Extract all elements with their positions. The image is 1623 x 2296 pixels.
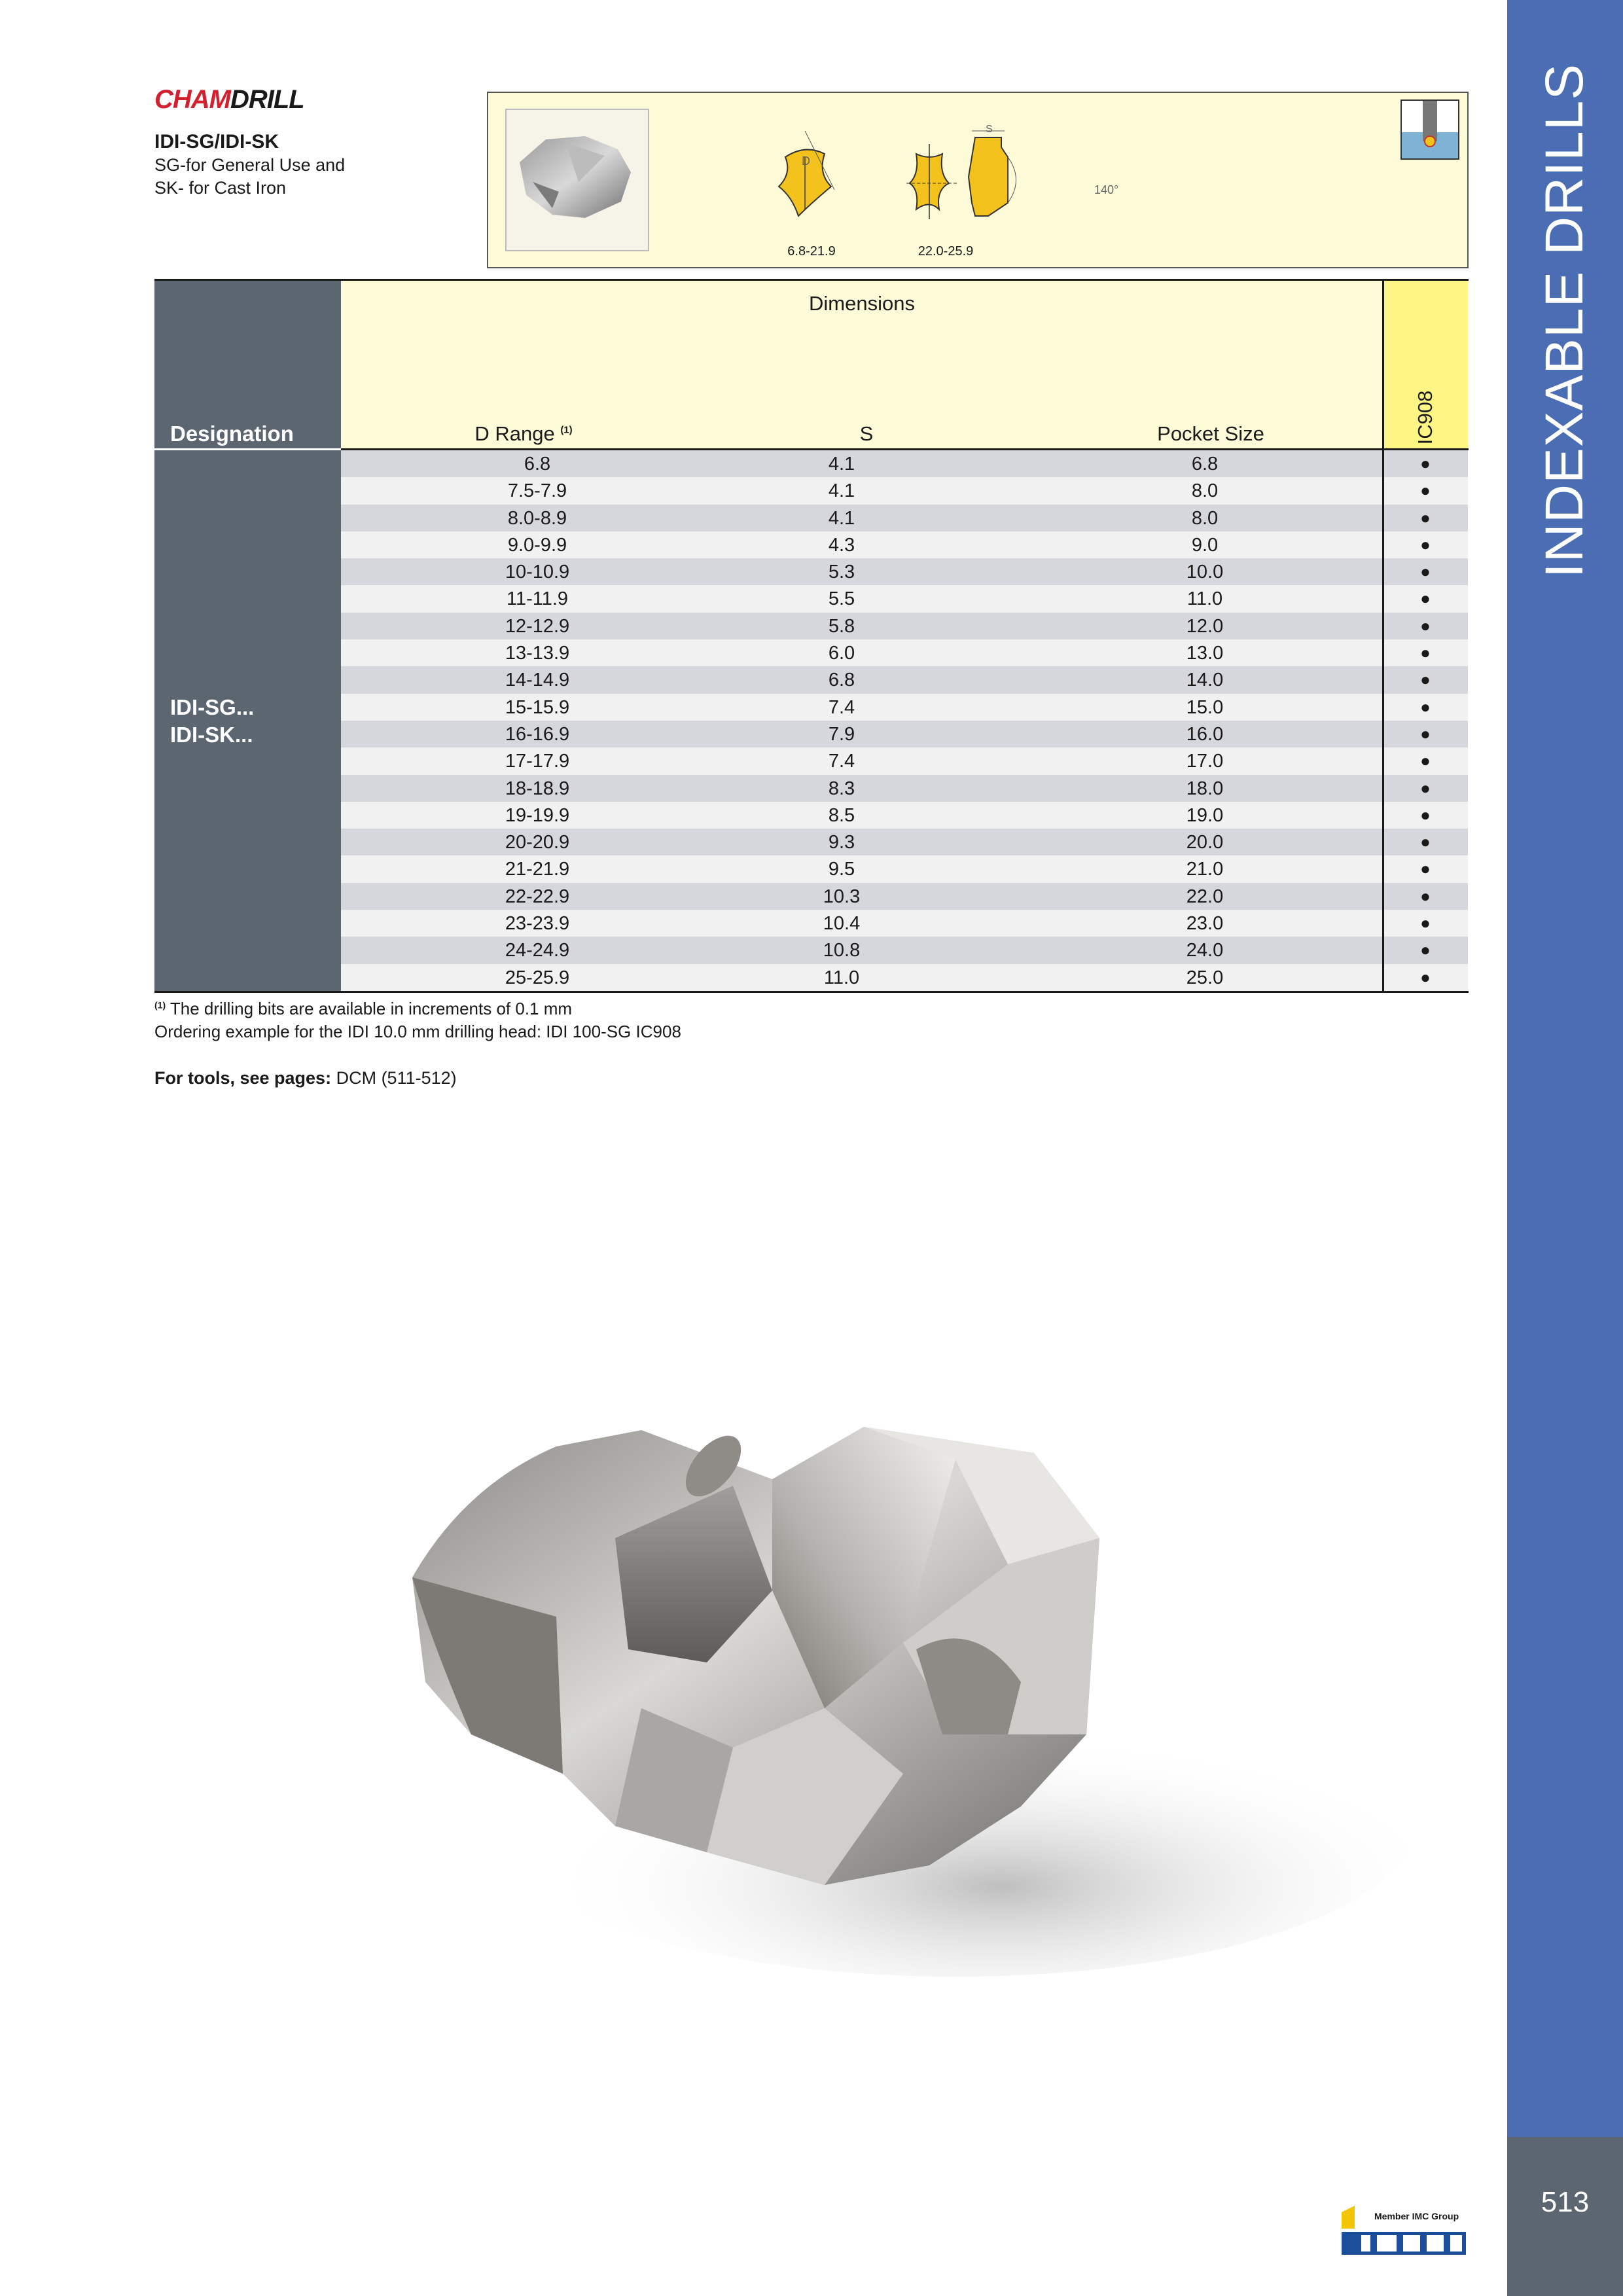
- drawing-label-a: 6.8-21.9: [787, 244, 836, 259]
- footnote-ordering-example: Ordering example for the IDI 10.0 mm drilling head: IDI 100-SG IC908: [154, 1022, 681, 1041]
- pocket-application-icon: [1400, 99, 1459, 160]
- cell-d-range: 21-21.9: [505, 859, 570, 880]
- cell-d-range: 22-22.9: [505, 886, 570, 907]
- cell-s: 5.3: [828, 562, 855, 583]
- cell-s: 7.4: [828, 751, 855, 772]
- cell-grade-ic908: ●: [1420, 454, 1431, 473]
- table-row: [341, 964, 1468, 991]
- cell-d-range: 6.8: [524, 454, 551, 475]
- table-row: [341, 775, 1468, 802]
- cell-s: 6.8: [828, 670, 855, 691]
- cell-grade-ic908: ●: [1420, 913, 1431, 933]
- cell-grade-ic908: ●: [1420, 967, 1431, 987]
- table-body: [341, 450, 1468, 991]
- cell-pocket-size: 17.0: [1186, 751, 1224, 772]
- cell-pocket-size: 18.0: [1186, 778, 1224, 799]
- cell-s: 7.9: [828, 723, 855, 745]
- cell-d-range: 10-10.9: [505, 562, 570, 583]
- cell-s: 8.5: [828, 804, 855, 826]
- cell-pocket-size: 12.0: [1186, 615, 1224, 637]
- cell-s: 9.3: [828, 832, 855, 853]
- cell-d-range: 16-16.9: [505, 723, 570, 745]
- cell-d-range: 14-14.9: [505, 670, 570, 691]
- cell-d-range: 17-17.9: [505, 751, 570, 772]
- cell-pocket-size: 10.0: [1186, 562, 1224, 583]
- cell-s: 4.1: [828, 480, 855, 502]
- cell-s: 4.1: [828, 507, 855, 529]
- cell-d-range: 9.0-9.9: [507, 534, 567, 556]
- cell-d-range: 8.0-8.9: [507, 507, 567, 529]
- tools-reference: For tools, see pages: DCM (511-512): [154, 1068, 457, 1088]
- cell-d-range: 12-12.9: [505, 615, 570, 637]
- cell-grade-ic908: ●: [1420, 643, 1431, 663]
- table-row: [341, 883, 1468, 910]
- cell-d-range: 25-25.9: [505, 967, 570, 988]
- cell-grade-ic908: ●: [1420, 832, 1431, 852]
- table-row: [341, 613, 1468, 639]
- column-header-d-range: D Range $^{(1)}$: [474, 422, 573, 445]
- cell-pocket-size: 22.0: [1186, 886, 1224, 907]
- cell-pocket-size: 15.0: [1186, 696, 1224, 718]
- svg-text:S: S: [986, 124, 993, 135]
- column-header-pocket-size: Pocket Size: [1157, 422, 1264, 445]
- cell-grade-ic908: ●: [1420, 886, 1431, 906]
- cell-d-range: 7.5-7.9: [507, 480, 567, 502]
- table-row: [341, 694, 1468, 721]
- cell-pocket-size: 23.0: [1186, 913, 1224, 935]
- column-header-grade: IC908: [1414, 390, 1436, 445]
- cell-pocket-size: 24.0: [1186, 940, 1224, 961]
- cell-grade-ic908: ●: [1420, 940, 1431, 960]
- table-row: [341, 855, 1468, 882]
- table-row: [341, 450, 1468, 477]
- cell-pocket-size: 6.8: [1191, 454, 1219, 475]
- dimensions-header: Dimensions: [809, 292, 915, 315]
- cell-s: 9.5: [828, 859, 855, 880]
- cell-grade-ic908: ●: [1420, 723, 1431, 744]
- svg-text:D: D: [802, 154, 810, 168]
- cell-pocket-size: 14.0: [1186, 670, 1224, 691]
- cell-d-range: 11-11.9: [506, 588, 569, 610]
- designation-header-rule: [154, 448, 341, 450]
- angle-label: 140°: [1094, 183, 1119, 196]
- cell-pocket-size: 20.0: [1186, 832, 1224, 853]
- table-row: [341, 747, 1468, 774]
- table-row: [341, 531, 1468, 558]
- column-header-s: S: [859, 422, 874, 445]
- designation-header: Designation: [170, 422, 294, 446]
- drawing-label-b: 22.0-25.9: [918, 244, 974, 259]
- cell-s: 10.3: [823, 886, 861, 907]
- designation-column: [154, 280, 341, 992]
- section-title: INDEXABLE DRILLS: [1535, 63, 1594, 579]
- table-row: [341, 910, 1468, 937]
- cell-grade-ic908: ●: [1420, 778, 1431, 798]
- cell-grade-ic908: ●: [1420, 859, 1431, 879]
- drill-head-image: [366, 1368, 1414, 1990]
- designation-values: IDI-SG... IDI-SK...: [170, 695, 255, 747]
- cell-s: 8.3: [828, 778, 855, 799]
- cell-grade-ic908: ●: [1420, 562, 1431, 582]
- cell-s: 4.1: [828, 454, 855, 475]
- table-row: [341, 585, 1468, 612]
- table-row: [341, 639, 1468, 666]
- cell-s: 10.8: [823, 940, 861, 961]
- product-thumbnail: [505, 109, 649, 251]
- cell-pocket-size: 8.0: [1191, 507, 1219, 529]
- cell-pocket-size: 21.0: [1186, 859, 1224, 880]
- table-row: [341, 721, 1468, 747]
- cell-s: 5.8: [828, 615, 855, 637]
- table-header-rule: [154, 448, 1469, 450]
- cell-pocket-size: 25.0: [1186, 967, 1224, 988]
- cell-pocket-size: 19.0: [1186, 804, 1224, 826]
- cell-pocket-size: 16.0: [1186, 723, 1224, 745]
- cell-d-range: 18-18.9: [505, 778, 570, 799]
- cell-s: 6.0: [828, 643, 855, 664]
- cell-grade-ic908: ●: [1420, 751, 1431, 771]
- footnote-1: $^{(1)}$ The drilling bits are available in increments of 0.1 mm: [154, 999, 573, 1018]
- cell-d-range: 13-13.9: [505, 643, 570, 664]
- product-title: IDI-SG/IDI-SK: [154, 131, 279, 152]
- table-row: [341, 666, 1468, 693]
- insert-drawings: [772, 118, 1021, 242]
- table-row: [341, 937, 1468, 963]
- cell-grade-ic908: ●: [1420, 696, 1431, 717]
- cell-pocket-size: 13.0: [1186, 643, 1224, 664]
- brand-logo: CHAMDRILL: [154, 85, 304, 114]
- cell-grade-ic908: ●: [1420, 670, 1431, 690]
- table-row: [341, 558, 1468, 585]
- cell-grade-ic908: ●: [1420, 480, 1431, 501]
- logo-member-text: Member IMC Group: [1374, 2211, 1459, 2221]
- product-description-line-1: SG-for General Use and: [154, 155, 346, 175]
- cell-d-range: 19-19.9: [505, 804, 570, 826]
- cell-s: 4.3: [828, 534, 855, 556]
- cell-grade-ic908: ●: [1420, 804, 1431, 825]
- cell-grade-ic908: ●: [1420, 588, 1431, 609]
- cell-d-range: 23-23.9: [505, 913, 570, 935]
- cell-d-range: 20-20.9: [505, 832, 570, 853]
- cell-d-range: 15-15.9: [505, 696, 570, 718]
- cell-s: 11.0: [823, 967, 860, 988]
- cell-pocket-size: 9.0: [1191, 534, 1219, 556]
- cell-s: 7.4: [828, 696, 855, 718]
- grade-column-divider: [1382, 280, 1384, 992]
- cell-grade-ic908: ●: [1420, 534, 1431, 554]
- cell-d-range: 24-24.9: [505, 940, 570, 961]
- cell-grade-ic908: ●: [1420, 507, 1431, 528]
- cell-pocket-size: 11.0: [1186, 588, 1223, 610]
- cell-s: 10.4: [823, 913, 861, 935]
- product-description-line-2: SK- for Cast Iron: [154, 178, 287, 198]
- cell-s: 5.5: [828, 588, 855, 610]
- table-row: [341, 477, 1468, 504]
- table-row: [341, 802, 1468, 829]
- iscar-logo: [1335, 2199, 1469, 2258]
- page-number: 513: [1541, 2186, 1590, 2218]
- cell-pocket-size: 8.0: [1191, 480, 1219, 502]
- table-top-rule: [154, 279, 1469, 281]
- cell-grade-ic908: ●: [1420, 615, 1431, 636]
- table-bottom-rule: [154, 991, 1469, 993]
- table-row: [341, 505, 1468, 531]
- table-row: [341, 829, 1468, 855]
